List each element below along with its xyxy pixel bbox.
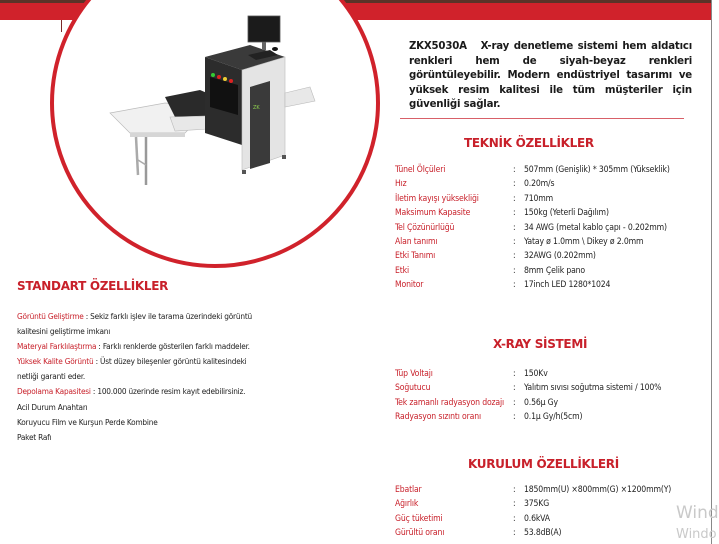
spec-separator: : [513, 265, 516, 276]
spec-label: Tel Çözünürlüğü [395, 222, 455, 233]
spec-row [395, 396, 661, 410]
spec-value: 375KG [524, 499, 550, 510]
spec-row [395, 512, 671, 526]
spec-value: 34 AWG (metal kablo çapı - 0.202mm) [524, 222, 667, 233]
standard-feature-text: Sekiz farklı işlev ile tarama üzerindeki görüntü kalitesini geliştirme imkanı [17, 311, 252, 337]
spec-value: 53.8dB(A) [524, 528, 562, 539]
spec-value: 150Kv [524, 369, 548, 379]
indicator-light-red [229, 79, 233, 83]
spec-label: Ağırlık [395, 499, 419, 510]
spec-label: Tünel Ölçüleri [395, 165, 446, 175]
machine-foot [282, 155, 286, 159]
spec-label: Gürültü oranı [395, 528, 445, 539]
standard-title: STANDART ÖZELLİKLER [17, 279, 169, 293]
machine-foot [242, 170, 246, 174]
activation-watermark-line2: Windo [676, 527, 717, 542]
spec-value: 32AWG (0.202mm) [524, 251, 596, 262]
spec-row [395, 221, 670, 235]
spec-label: Soğutucu [395, 383, 431, 394]
spec-value: 507mm (Genişlik) * 305mm (Yükseklik) [524, 165, 670, 175]
standard-feature-text: Üst düzey bileşenler görüntü kalitesindeki netliği garanti eder. [17, 356, 247, 382]
spec-separator: : [513, 499, 516, 510]
spec-separator: : [513, 383, 516, 394]
spec-separator: : [513, 513, 516, 524]
standard-feature-separator: : [83, 311, 91, 321]
spec-separator: : [513, 369, 516, 379]
installation-title: KURULUM ÖZELLİKLERİ [468, 457, 619, 471]
spec-separator: : [513, 237, 516, 248]
page-edge-line [711, 0, 712, 544]
spec-label: İletim kayışı yüksekliği [395, 193, 479, 204]
spec-row [395, 367, 661, 381]
machine-side-panel [250, 81, 270, 169]
standard-feature-label: Görüntü Geliştirme [17, 311, 84, 321]
technical-spec-list [395, 163, 670, 293]
spec-row [395, 235, 670, 249]
header-divider [61, 20, 62, 32]
spec-label: Monitor [395, 280, 424, 291]
spec-row [395, 526, 671, 540]
spec-row [395, 206, 670, 220]
standard-feature [17, 339, 269, 354]
spec-row [395, 163, 670, 177]
table-edge [130, 133, 185, 137]
standard-feature-text: Farklı renklerde gösterilen farklı maddeler. [102, 341, 250, 352]
spec-label: Tek zamanlı radyasyon dozajı [395, 397, 505, 408]
intro-paragraph [409, 40, 692, 113]
spec-value: 0.20m/s [524, 179, 555, 190]
standard-feature-plain: Koruyucu Film ve Kurşun Perde Kombine [17, 416, 158, 427]
intro-text: X-ray denetleme sistemi hem aldatıcı renkleri hem de siyah-beyaz renkleri görüntüleyebilir. Modern endüstriyel tasarımı ve yüksek resim kalitesi ile tüm müşteriler için güvenliği sağlar. [409, 41, 692, 111]
spec-separator: : [513, 251, 516, 262]
spec-row [395, 192, 670, 206]
standard-feature-text: 100.000 üzerinde resim kayıt edebilirsiniz. [97, 386, 246, 397]
spec-label: Radyasyon sızıntı oranı [395, 412, 481, 423]
spec-label: Alan tanımı [395, 237, 438, 248]
activation-watermark-line1: Wind [676, 503, 719, 523]
spec-separator: : [513, 528, 516, 539]
standard-feature-label: Depolama Kapasitesi [17, 386, 91, 397]
indicator-light-yellow [223, 77, 227, 81]
standard-feature-separator: : [90, 386, 98, 397]
spec-label: Etki Tanımı [395, 251, 436, 262]
spec-row [395, 177, 670, 191]
machine-logo: ZK [253, 105, 260, 111]
spec-separator: : [513, 280, 516, 291]
monitor-stand [262, 42, 266, 50]
standard-feature-plain: Acil Durum Anahtarı [17, 401, 88, 412]
spec-value: 0.6kVA [524, 513, 550, 524]
monitor-screen [248, 16, 280, 42]
standard-feature-label: Materyal Farklılaştırma [17, 341, 97, 352]
xray-title: X-RAY SİSTEMİ [493, 337, 588, 351]
spec-label: Ebatlar [395, 485, 422, 495]
spec-value: 1850mm(U) ×800mm(G) ×1200mm(Y) [524, 485, 672, 495]
standard-feature [17, 384, 269, 399]
table-leg [136, 137, 138, 175]
spec-label: Etki [395, 265, 409, 276]
standard-feature [17, 309, 269, 339]
indicator-light-red [217, 75, 221, 79]
spec-row [395, 249, 670, 263]
spec-value: Yatay ø 1.0mm \ Dikey ø 2.0mm [524, 237, 644, 248]
spec-separator: : [513, 165, 516, 175]
conveyor-exit [285, 87, 315, 107]
spec-row [395, 410, 661, 424]
spec-label: Maksimum Kapasite [395, 208, 471, 219]
xray-machine-image [110, 15, 350, 190]
spec-row [395, 497, 671, 511]
spec-separator: : [513, 397, 516, 408]
mouse [272, 47, 278, 51]
spec-separator: : [513, 179, 516, 190]
spec-separator: : [513, 485, 516, 495]
spec-value: 710mm [524, 193, 554, 204]
spec-row [395, 264, 670, 278]
intro-divider [400, 118, 684, 119]
xray-spec-list [395, 367, 661, 425]
spec-label: Tüp Voltajı [395, 369, 433, 379]
technical-title: TEKNİK ÖZELLİKLER [464, 136, 594, 150]
spec-separator: : [513, 222, 516, 233]
indicator-light-green [211, 73, 215, 77]
installation-spec-list [395, 483, 671, 541]
spec-separator: : [513, 412, 516, 423]
spec-label: Hız [395, 179, 407, 190]
spec-separator: : [513, 193, 516, 204]
spec-row [395, 381, 661, 395]
spec-row [395, 483, 671, 497]
standard-feature [17, 354, 269, 384]
standard-feature-plain: Paket Rafı [17, 431, 52, 442]
spec-value: Yalıtım sıvısı soğutma sistemi / 100% [524, 383, 662, 394]
model-name: ZKX5030A [409, 41, 467, 52]
spec-value: 8mm Çelik pano [524, 265, 586, 276]
spec-value: 0.1μ Gy/h(5cm) [524, 412, 583, 423]
spec-value: 150kg (Yeterli Dağılım) [524, 208, 609, 219]
standard-feature-label: Yüksek Kalite Görüntü [17, 356, 94, 367]
spec-value: 0.56μ Gy [524, 397, 558, 408]
standard-feature-list [17, 309, 269, 445]
spec-separator: : [513, 208, 516, 219]
spec-label: Güç tüketimi [395, 513, 443, 524]
spec-row [395, 278, 670, 292]
standard-feature-separator: : [93, 356, 101, 367]
standard-feature-separator: : [96, 341, 103, 352]
spec-value: 17inch LED 1280*1024 [524, 280, 611, 291]
